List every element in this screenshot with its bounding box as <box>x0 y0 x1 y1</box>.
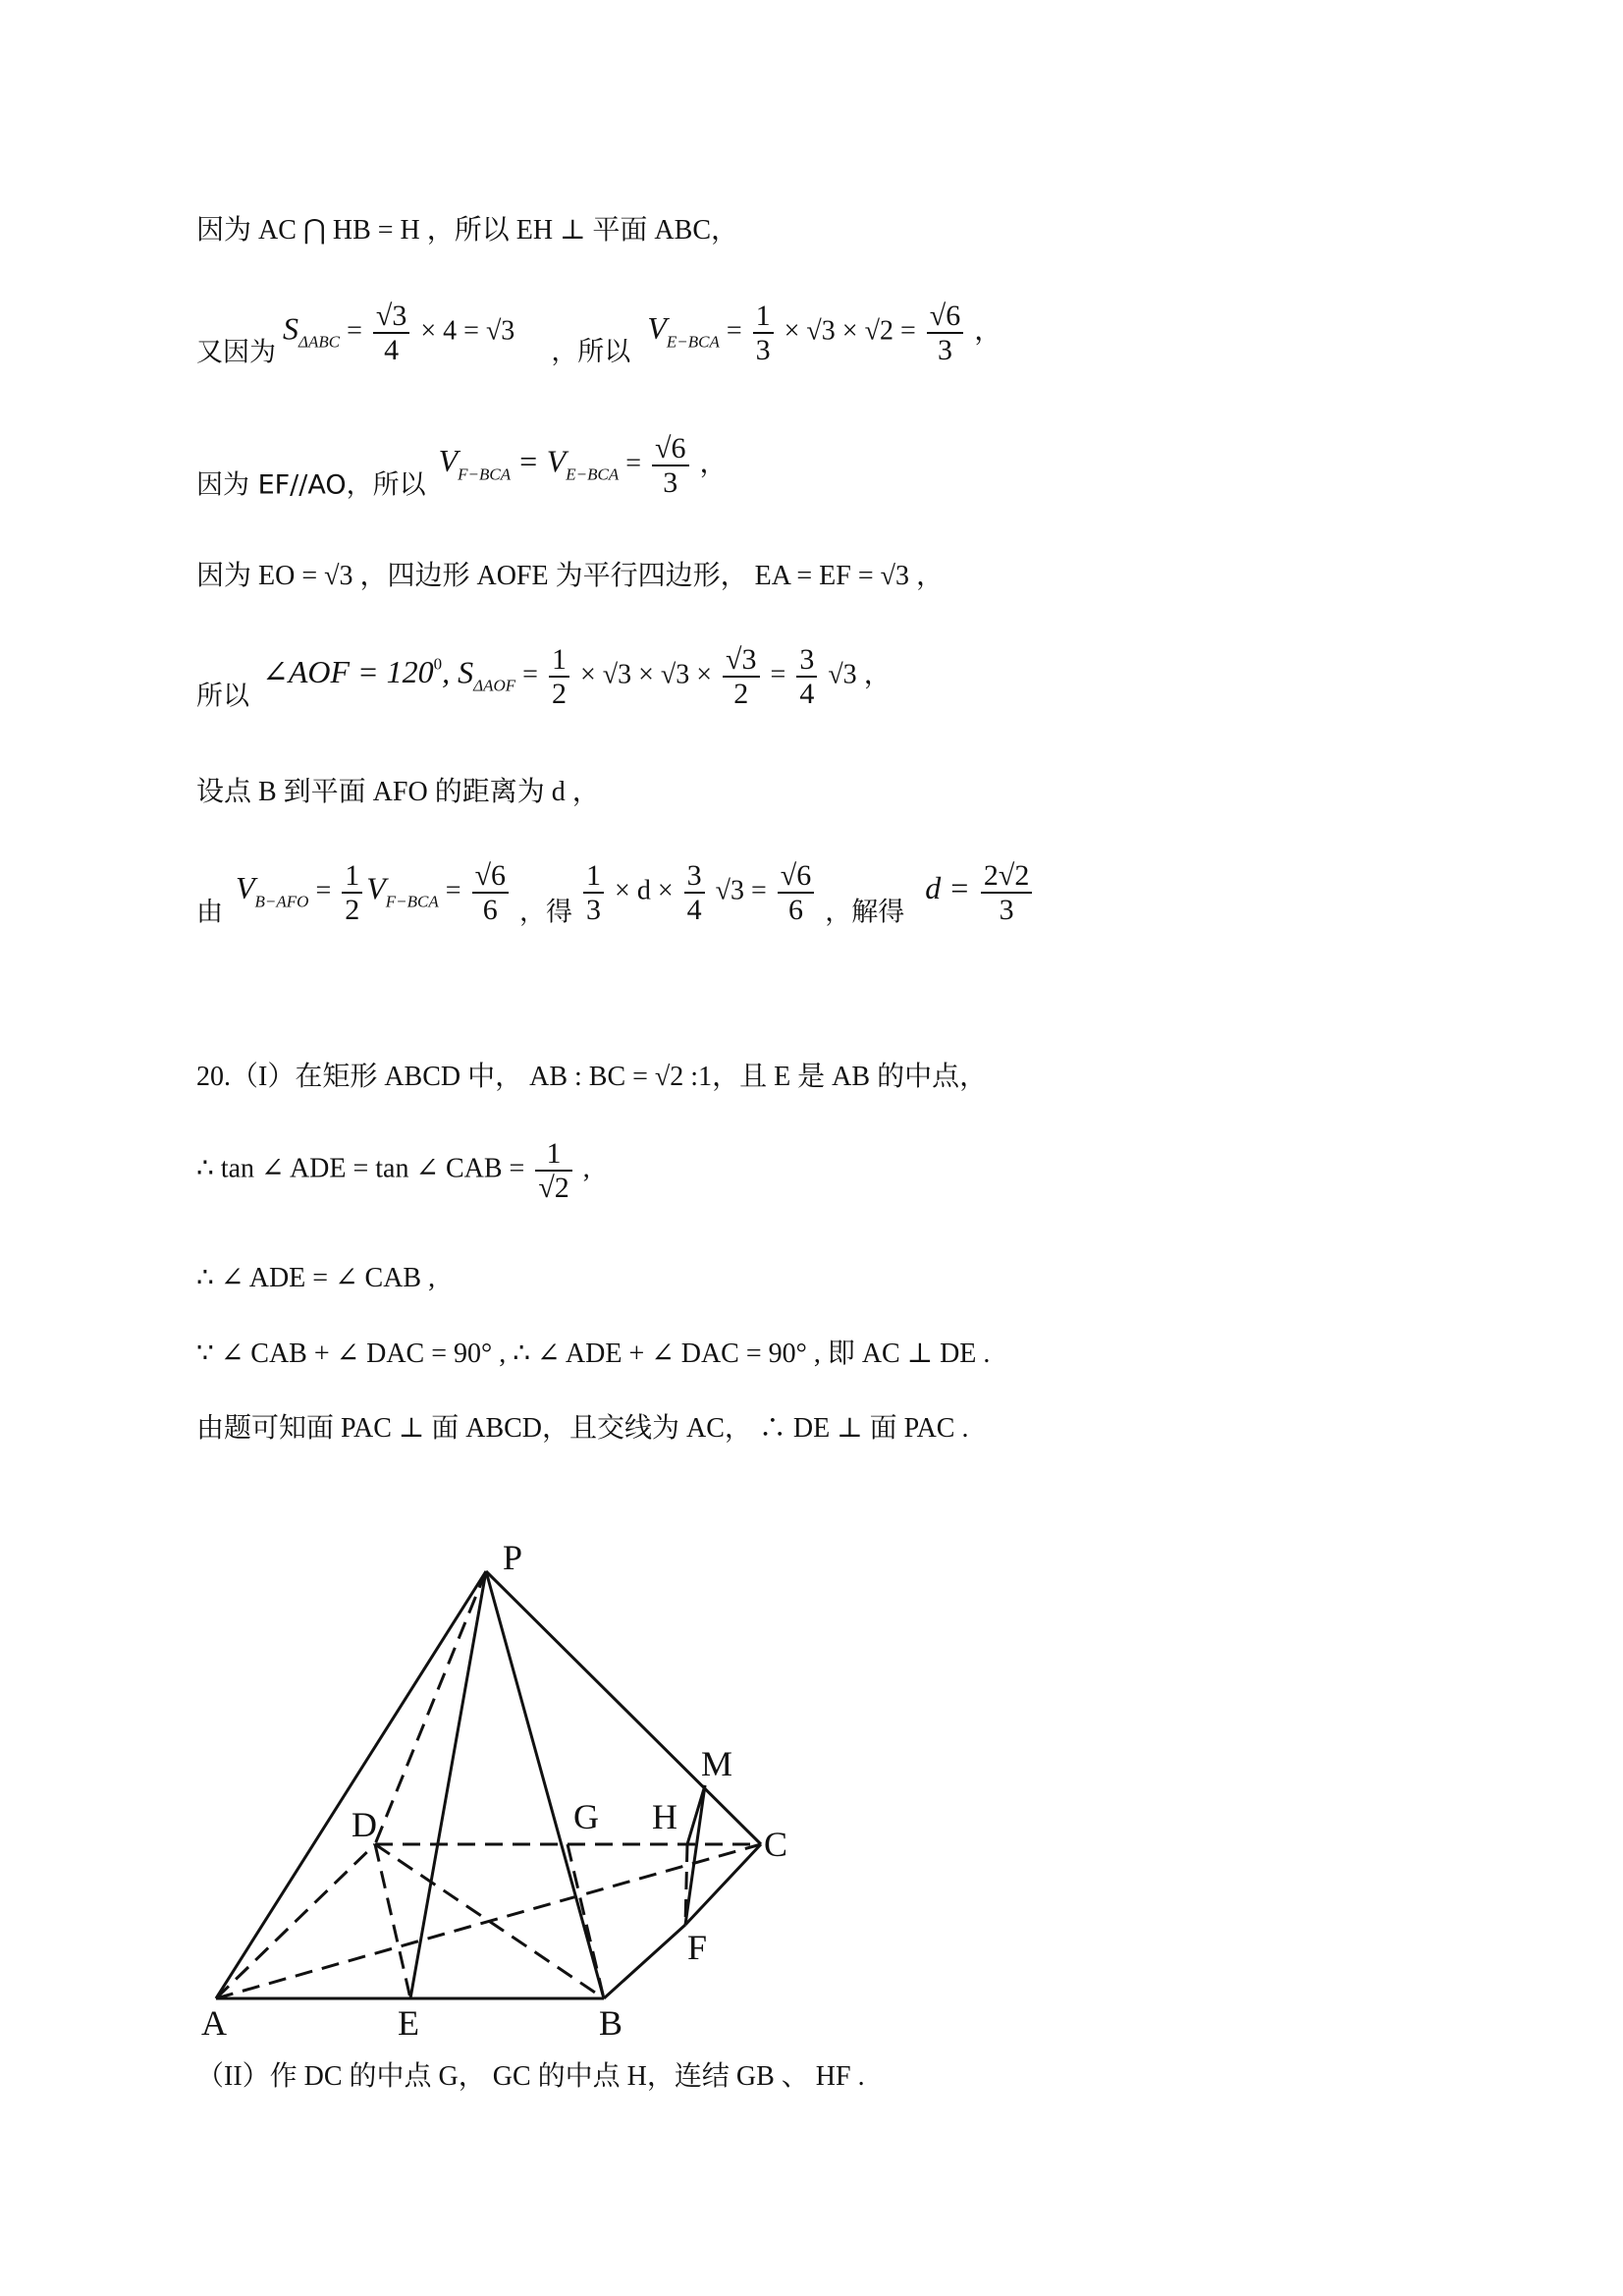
label-P: P <box>503 1538 523 1577</box>
num: 3 <box>684 859 705 894</box>
edge-PC <box>486 1571 761 1844</box>
text-l2-mid2: × √3 × √2 = <box>784 315 916 347</box>
text-l6: 设点 B 到平面 AFO 的距离为 d ， <box>196 777 600 807</box>
text-l3-v2-sub: E−BCA <box>566 465 620 484</box>
edge-MH <box>687 1785 705 1844</box>
num: 1 <box>535 1137 571 1172</box>
label-B: B <box>599 2003 623 2043</box>
den: 4 <box>799 678 815 710</box>
text-l3-prefix: 因为 EF//AO，所以 <box>196 469 426 501</box>
text-l2-eq: = <box>726 315 742 347</box>
den: 2 <box>733 678 749 710</box>
num: 1 <box>342 859 362 894</box>
den: 6 <box>788 894 804 926</box>
label-E: E <box>398 2003 419 2043</box>
text-l9-end: , <box>582 1153 590 1184</box>
num: √3 <box>373 300 409 334</box>
text-l7-mid2: √3 = <box>715 875 767 906</box>
den: 2 <box>345 894 360 926</box>
text-l2-prefix: 又因为 <box>196 337 276 368</box>
text-l3-eq2: = <box>625 448 642 479</box>
label-H: H <box>652 1797 677 1836</box>
num: √6 <box>472 859 509 894</box>
text-l4: 因为 EO = √3 ，四边形 AOFE 为平行四边形， EA = EF = √3 ， <box>196 561 945 591</box>
edge-PB <box>486 1571 604 1998</box>
den: 3 <box>586 894 602 926</box>
den: 3 <box>663 466 678 499</box>
text-l5-s: , S <box>442 654 474 690</box>
num: √3 <box>723 643 759 678</box>
num: 2√2 <box>981 859 1032 894</box>
num: √6 <box>927 300 963 334</box>
num: √6 <box>778 859 814 894</box>
den: √2 <box>538 1172 569 1204</box>
label-C: C <box>764 1825 788 1864</box>
text-l7-eq2: = <box>445 875 461 906</box>
text-l3-eq: = V <box>517 443 567 479</box>
text-l2-v: V <box>647 310 667 347</box>
proof-line-13 <box>196 2060 865 2094</box>
text-l3-v1: V <box>438 443 459 479</box>
text-l7-v2: V <box>366 870 386 906</box>
text-l5-mid: × √3 × √3 × <box>579 659 713 690</box>
text-l2-comma: ，所以 <box>551 337 631 368</box>
den: 4 <box>384 334 400 366</box>
text-l2-v-sub: E−BCA <box>666 332 720 352</box>
text-l5-deg: 0 <box>433 654 443 674</box>
text-l2-s-sub: ΔABC <box>298 332 341 352</box>
proof-line-2: 又因为 $S_{\Delta ABC}$ = $\frac{√3}{4}$ × 4 = √3 ，所以 $V_{E-BCA}$ = $\frac{1}{3}$ × √3 × √2 = $\frac{√6}{3}$ ， <box>196 300 1002 368</box>
den: 3 <box>999 894 1014 926</box>
text-l2-end: ， <box>974 315 1002 347</box>
text-l10: ∴ ∠ ADE = ∠ CAB , <box>196 1263 436 1293</box>
label-A: A <box>201 2003 227 2043</box>
text-l1: 因为 AC ⋂ HB = H ，所以 EH ⊥ 平面 ABC， <box>196 215 739 246</box>
edge-DE-dashed <box>375 1844 410 1998</box>
text-l12: 由题可知面 PAC ⊥ 面 ABCD，且交线为 AC， ∴ DE ⊥ 面 PAC . <box>196 1413 969 1444</box>
text-l7-eq: = <box>315 875 332 906</box>
text-l5-end: ， <box>863 659 892 690</box>
text-l5-angle: ∠AOF = 120 <box>262 654 434 690</box>
num: 3 <box>796 643 817 678</box>
num: 1 <box>549 643 569 678</box>
edge-BF <box>604 1925 685 1998</box>
label-M: M <box>701 1744 733 1783</box>
text-l2-s: S <box>283 310 298 347</box>
text-l3-end: ， <box>699 448 728 479</box>
text-l11: ∵ ∠ CAB + ∠ DAC = 90° , ∴ ∠ ADE + ∠ DAC = 90° , 即 AC ⊥ DE . <box>196 1339 991 1369</box>
den: 6 <box>482 894 498 926</box>
text-l13: （II）作 DC 的中点 G， GC 的中点 H，连结 GB 、 HF . <box>196 2061 865 2092</box>
label-F: F <box>687 1928 708 1967</box>
text-l7-v-sub: B−AFO <box>254 892 309 911</box>
text-l2-mid: × 4 = √3 <box>420 315 515 347</box>
text-l7-mid: × d × <box>615 875 674 906</box>
text-l7-de: ，得 <box>519 897 573 928</box>
edge-PA <box>216 1571 486 1998</box>
text-l7-prefix: 由 <box>196 897 223 928</box>
num: 1 <box>753 300 774 334</box>
text-l5-tail: √3 <box>828 659 857 690</box>
text-l5-prefix: 所以 <box>196 681 249 712</box>
text-l7-v2-sub: F−BCA <box>385 892 439 911</box>
edge-HF-dashed <box>685 1844 687 1925</box>
text-l8: 20.（I）在矩形 ABCD 中， AB : BC = √2 :1，且 E 是 AB 的中点， <box>196 1062 988 1092</box>
text-l5-s-sub: ΔAOF <box>473 676 516 695</box>
label-D: D <box>352 1805 377 1844</box>
edge-PE <box>410 1571 486 1998</box>
text-l7-d: d = <box>925 870 970 906</box>
edge-DB-dashed <box>375 1844 604 1998</box>
label-G: G <box>573 1797 599 1836</box>
text-l5-eq2: = <box>770 659 786 690</box>
text-l7-jd: ，解得 <box>825 897 905 928</box>
den: 3 <box>937 334 952 366</box>
text-l7-v: V <box>236 870 255 906</box>
text-l5-eq: = <box>522 659 538 690</box>
den: 4 <box>686 894 702 926</box>
text-l9-prefix: ∴ tan ∠ ADE = tan ∠ CAB = <box>196 1153 525 1184</box>
edge-PD-dashed <box>375 1571 486 1844</box>
num: 1 <box>583 859 604 894</box>
num: √6 <box>652 432 688 466</box>
text-l3-v1-sub: F−BCA <box>458 465 512 484</box>
den: 2 <box>551 678 567 710</box>
den: 3 <box>755 334 771 366</box>
